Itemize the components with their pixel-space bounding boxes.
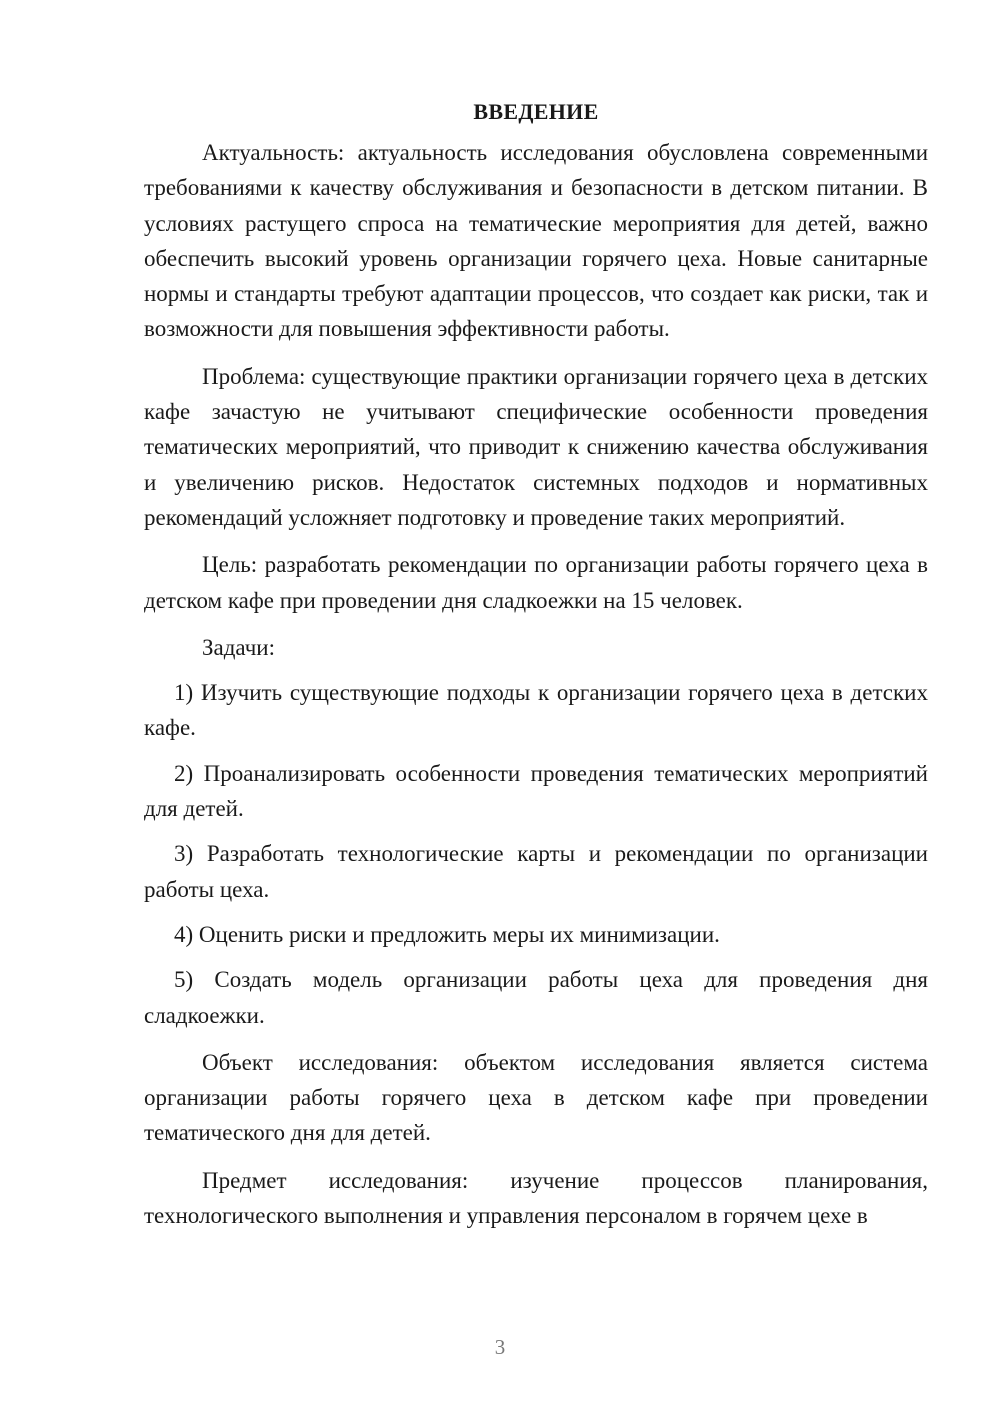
task-item-3: 3) Разработать технологические карты и рекомендации по организации работы цеха. [144,841,928,902]
paragraph-goal: Цель: разработать рекомендации по организации работы горячего цеха в детском кафе при проведении дня сладкоежки на 15 человек. [144,552,928,613]
task-item-1: 1) Изучить существующие подходы к организации горячего цеха в детских кафе. [144,680,928,741]
task-item-5: 5) Создать модель организации работы цеха для проведения дня сладкоежки. [144,967,928,1028]
page-number: 3 [494,1335,506,1359]
task-item-2: 2) Проанализировать особенности проведения тематических мероприятий для детей. [144,760,928,822]
page-content [144,94,928,1233]
paragraph-problem: Проблема: существующие практики организации горячего цеха в детских кафе зачастую не учитывают специфические особенности проведения тематических мероприятий, что приводит к снижению качества обслуживания и увеличению рисков. Недостаток системных подходов и нормативных рекомендаций усложняет подготовку и проведение таких мероприятий. [144,363,928,530]
paragraph-subject: Предмет исследования: изучение процессов планирования, технологического выполнения и управления персоналом в горячем цехе в [144,1167,928,1229]
section-title: ВВЕДЕНИЕ [473,99,599,124]
task-item-4: 4) Оценить риски и предложить меры их минимизации. [174,921,720,947]
paragraph-relevance: Актуальность: актуальность исследования обусловлена современными требованиями к качеству обслуживания и безопасности в детском питании. В условиях растущего спроса на тематические мероприятия для детей, важно обеспечить высокий уровень организации горячего цеха. Новые санитарные нормы и стандарты требуют адаптации процессов, что создает как риски, так и возможности для повышения эффективности работы. [144,140,928,342]
paragraph-object: Объект исследования: объектом исследования является система организации работы горячего цеха в детском кафе при проведении тематического дня для детей. [144,1049,928,1146]
tasks-label: Задачи: [202,634,275,660]
